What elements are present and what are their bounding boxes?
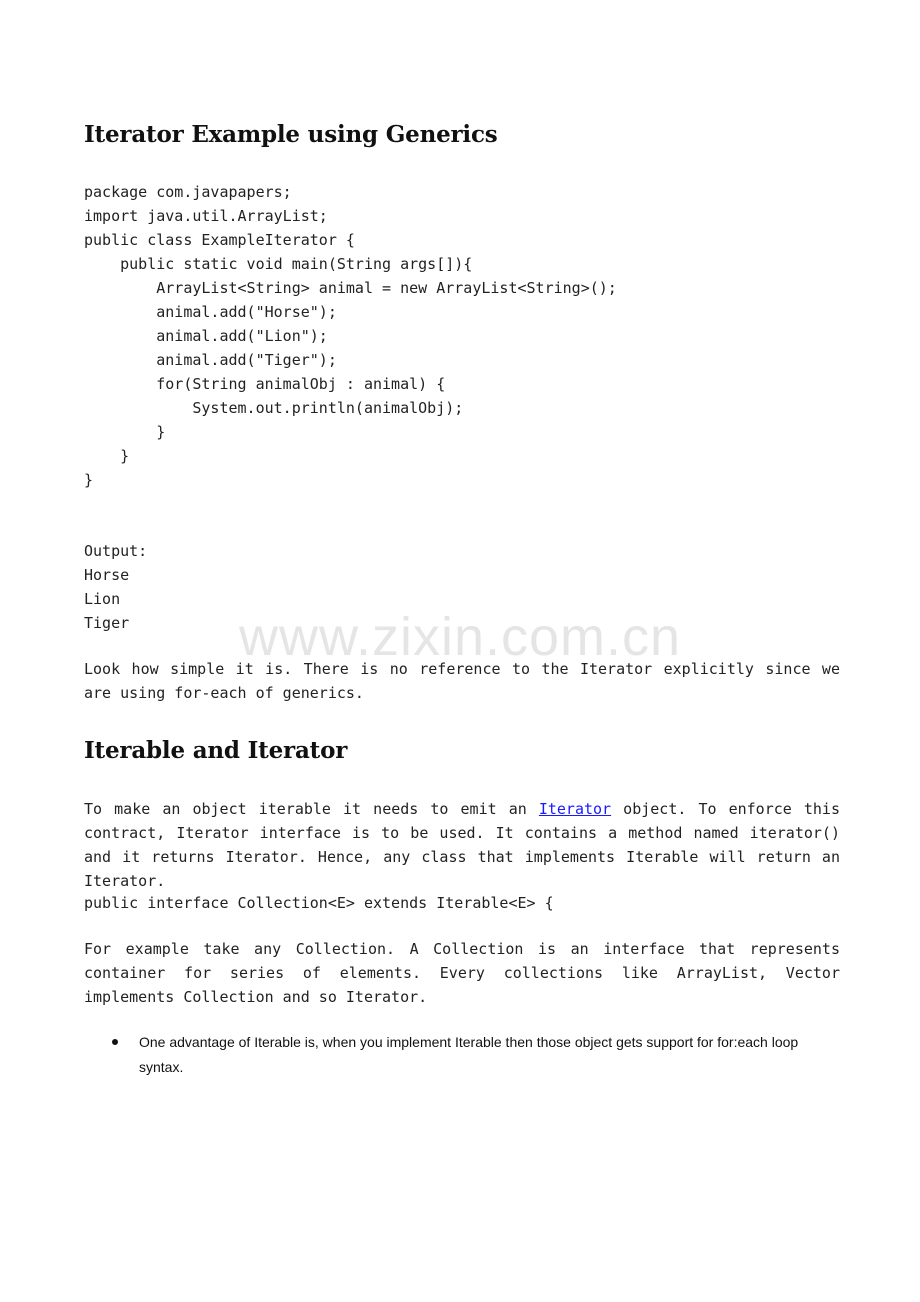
code-line: animal.add("Tiger");: [84, 351, 337, 369]
code-line: }: [84, 447, 130, 465]
section-title-iterator-example: Iterator Example using Generics: [84, 121, 498, 148]
code-line: import java.util.ArrayList;: [84, 207, 328, 225]
output-line: Tiger: [84, 614, 130, 632]
paragraph-text: object. To enforce this contract, Iterator interface is to be used. It contains a method named iterator() and it returns Iterator. Hence, any class that implements Iterable will return an Iterator.: [84, 800, 840, 890]
code-line: public static void main(String args[]){: [84, 255, 473, 273]
bullet-text: One advantage of Iterable is, when you implement Iterable then those object gets support for for:each loop syntax.: [139, 1034, 799, 1075]
bullet-item: [112, 1030, 812, 1080]
output-line: Lion: [84, 590, 121, 608]
paragraph-text: To make an object iterable it needs to emit an: [84, 800, 539, 818]
code-line: ArrayList<String> animal = new ArrayList<String>();: [84, 279, 617, 297]
bullet-icon: [112, 1039, 118, 1045]
section-title-iterable-and-iterator: Iterable and Iterator: [84, 737, 348, 764]
code-line: animal.add("Horse");: [84, 303, 337, 321]
code-line: System.out.println(animalObj);: [84, 399, 464, 417]
paragraph-collection-example: For example take any Collection. A Collection is an interface that represents container for series of elements. Every collections like ArrayList, Vector implements Collection and so Iterator.: [84, 940, 840, 1006]
code-block-example: [84, 180, 617, 492]
output-line: Horse: [84, 566, 130, 584]
iterator-link[interactable]: Iterator: [538, 800, 612, 818]
code-line: animal.add("Lion");: [84, 327, 328, 345]
code-line: public class ExampleIterator {: [84, 231, 355, 249]
output-line: Output:: [84, 542, 148, 560]
code-line: }: [84, 423, 166, 441]
code-line: package com.javapapers;: [84, 183, 292, 201]
code-line: }: [84, 471, 94, 489]
paragraph-simple: Look how simple it is. There is no reference to the Iterator explicitly since we are using for-each of generics.: [84, 660, 840, 702]
code-line-collection-interface: public interface Collection<E> extends Iterable<E> {: [84, 894, 554, 912]
output-block: [84, 539, 147, 635]
watermark: www.zixin.com.cn: [238, 607, 682, 667]
paragraph-iterable-contract: [84, 797, 840, 893]
code-line: for(String animalObj : animal) {: [84, 375, 446, 393]
